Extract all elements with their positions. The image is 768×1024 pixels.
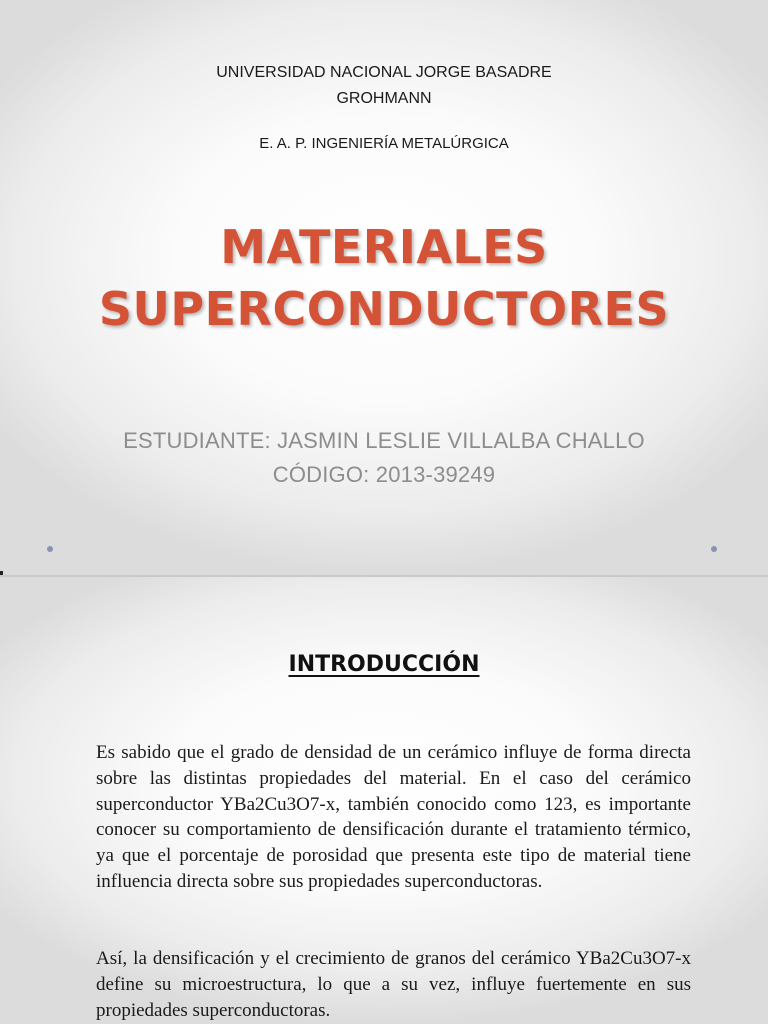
introduction-slide: [0, 577, 768, 1024]
next-slide-dot-icon[interactable]: [711, 546, 717, 552]
introduction-heading: [0, 650, 768, 680]
introduction-paragraph-1: Es sabido que el grado de densidad de un cerámico influye de forma directa sobre las distintas propiedades del material. En el caso del cerámico superconductor YBa2Cu3O7-x, también conocido como 123, es importante conocer su comportamiento de densificación durante el tratamiento térmico, ya que el porcentaje de porosidad que presenta este tipo de material tiene influencia directa sobre sus propiedades superconductoras.: [96, 742, 691, 892]
student-info: [0, 424, 768, 492]
student-code: CÓDIGO: 2013-39249: [272, 462, 496, 487]
slide-title: [0, 216, 768, 340]
title-line-1: MATERIALES: [220, 220, 548, 274]
school-name: E. A. P. INGENIERÍA METALÚRGICA: [259, 135, 509, 152]
title-line-2: SUPERCONDUCTORES: [98, 282, 670, 336]
university-line-1: UNIVERSIDAD NACIONAL JORGE BASADRE: [216, 64, 552, 81]
introduction-paragraph-2: Así, la densificación y el crecimiento de granos del cerámico YBa2Cu3O7-x define su microestructura, lo que a su vez, influye fuertemente en sus propiedades superconductoras.: [96, 948, 691, 1021]
university-name: [0, 60, 768, 112]
university-line-2: GROHMANN: [336, 90, 432, 107]
prev-slide-dot-icon[interactable]: [47, 546, 53, 552]
student-name: ESTUDIANTE: JASMIN LESLIE VILLALBA CHALLO: [123, 428, 645, 453]
introduction-heading-text: INTRODUCCIÓN: [288, 652, 480, 677]
